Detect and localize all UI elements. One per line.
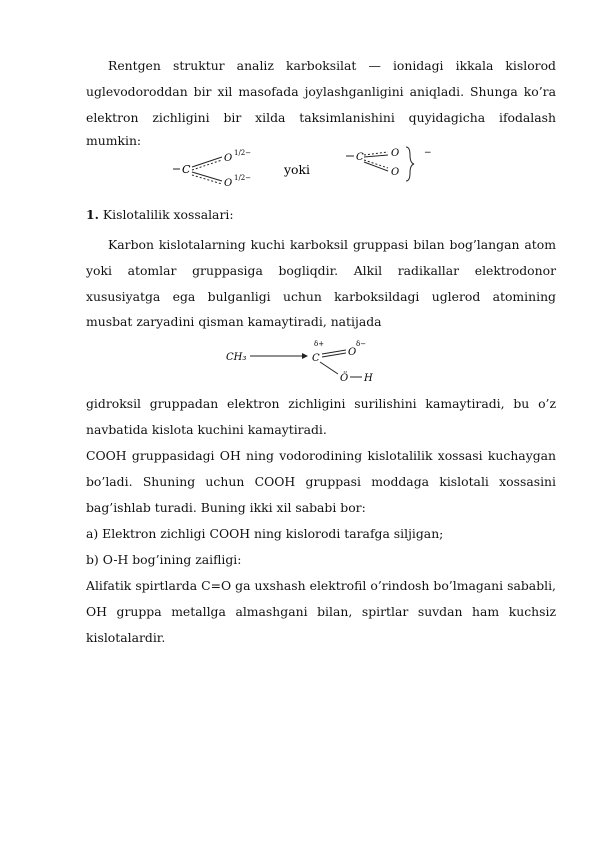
formula-connector: yoki [284, 162, 310, 177]
section-title: Kislotalilik xossalari: [98, 207, 234, 222]
formula-c: C [312, 353, 320, 364]
paragraph-line: Rentgen struktur analiz karboksilat — ionidagi ikkala kislorod [108, 58, 556, 73]
formula-left-c: C [182, 163, 191, 176]
acetic-acid-formula [224, 334, 384, 386]
formula-charge-bottom: 1/2− [234, 174, 252, 182]
list-item: b) O-H bog’ining zaifligi: [86, 552, 242, 567]
carboxylate-formula [170, 143, 450, 189]
formula-right-o-bottom: O [391, 167, 400, 178]
formula-o-charge: δ− [356, 340, 367, 348]
formula-brace [406, 147, 414, 181]
formula-left-o-bottom: O [224, 178, 233, 189]
formula-right-charge: − [424, 148, 432, 158]
paragraph-line: kislotalardir. [86, 630, 166, 645]
paragraph-line: musbat zaryadini qisman kamaytiradi, natijada [86, 314, 382, 329]
list-item: a) Elektron zichligi COOH ning kislorodi tarafga siljigan; [86, 526, 444, 541]
formula-right-c: C [356, 152, 364, 163]
formula-charge-top: 1/2− [234, 149, 252, 157]
formula-ch3: CH₃ [226, 352, 247, 363]
paragraph-line: xususiyatga ega bulganligi uchun karboksildagi uglerod atomining [86, 289, 556, 304]
paragraph-line: COOH gruppasidagi OH ning vodorodining kislotalilik xossasi kuchaygan [86, 448, 556, 463]
section-heading [86, 207, 556, 223]
formula-right-o-top: O [391, 148, 400, 159]
paragraph-line: Alifatik spirtlarda C=O ga uxshash elektrofil o’rindosh bo’lmagani sababli, [86, 578, 556, 593]
formula-c-charge: δ+ [314, 340, 325, 348]
paragraph-line: yoki atomlar gruppasiga bogliqdir. Alkil radikallar elektrodonor [86, 263, 556, 278]
paragraph-line: bo’ladi. Shuning uchun COOH gruppasi moddaga kislotali xossasini [86, 474, 556, 489]
formula-o-bottom: Ö [340, 373, 349, 384]
paragraph-line: navbatida kislota kuchini kamaytiradi. [86, 422, 327, 437]
formula-left-o-top: O [224, 153, 233, 164]
paragraph-line: OH gruppa metallga almashgani bilan, spirtlar suvdan ham kuchsiz [86, 604, 556, 619]
paragraph-line: mumkin: [86, 133, 142, 148]
formula-o: O [348, 347, 357, 358]
formula-h: H [364, 373, 373, 384]
paragraph-line: elektron zichligini bir xilda taksimlanishini quyidagicha ifodalash [86, 110, 556, 125]
paragraph-line: gidroksil gruppadan elektron zichligini surilishini kamaytiradi, bu o’z [86, 396, 556, 411]
section-number: 1. [86, 207, 99, 222]
paragraph-line: Karbon kislotalarning kuchi karboksil gruppasi bilan bog’langan atom [108, 237, 556, 252]
paragraph-line: bag’ishlab turadi. Buning ikki xil sababi bor: [86, 500, 366, 515]
paragraph-line: uglevodoroddan bir xil masofada joylashganligini aniqladi. Shunga ko’ra [86, 84, 556, 99]
